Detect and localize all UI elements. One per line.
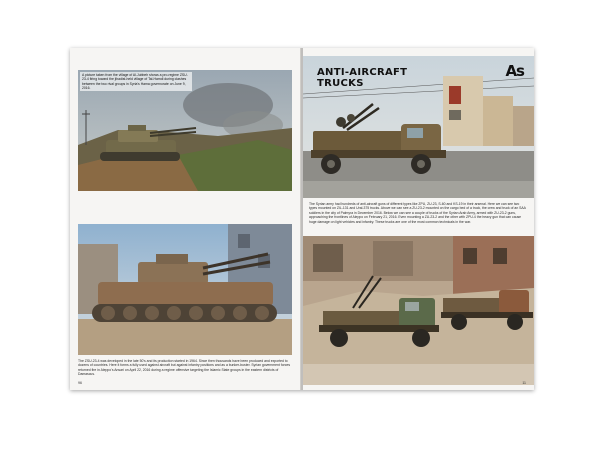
section-title-line2: TRUCKS: [317, 77, 364, 89]
section-title-line1: ANTI-AIRCRAFT: [317, 67, 408, 78]
magazine-spread: [70, 48, 534, 390]
right-page: [303, 48, 534, 390]
section-body-text: The Syrian army had hundreds of anti-aircraft guns of different types like ZPU, ZU-23, S-60 and KS-19 in their arsenal. Here we can see two types mounted on ZIL-131 and Ural-375 trucks. Above we can see a ZU-23-2 mounted on the cargo bed of a truck, the crew and truck of an SAA soldiers in the city of Palmyra in December 2016. Below we can see a couple of trucks of the Syrian Arab Army, armed with ZU-23-2 guns, approaching the frontlines of Aleppo on February 21, 2016. Even mounting a ZU-23-2 and the other with ZPU-4 the heavy gun that can cause huge damage on light vehicles and infantry. These trucks are one of the most common technicals in the war.: [309, 202, 526, 224]
left-page: [70, 48, 301, 390]
publisher-logo: As: [505, 62, 524, 80]
zsu-23-4-firing-photo: [78, 70, 292, 191]
section-title: [317, 68, 437, 89]
zsu-23-4-tank-photo: [78, 224, 292, 355]
left-page-number: 96: [78, 381, 82, 385]
two-trucks-street-photo: [303, 236, 534, 385]
top-photo-caption: A picture taken from the village of Al-Jubbeh shows a pro-regime ZSU-23-4 firing toward the jihadist-held village of Tal-Hamdi during clashes between the two rival groups in Syria's Hama governorate on June 9, 2016.: [80, 72, 192, 91]
bottom-photo-caption: The ZSU-23-4 was developed in the late 50's and its production started in 1964. Since then thousands have been produced and exported to dozens of countries. Here it forms a fully used against aircraft but against infantry positions and as a bunker-buster. Syrian government forces returned fire in Aleppo's Ansari on April 22, 2016 during a regime offensive targeting the Islamic State groups in the eastern districts of Damascus.: [78, 359, 291, 377]
right-page-number: 11: [522, 381, 526, 385]
